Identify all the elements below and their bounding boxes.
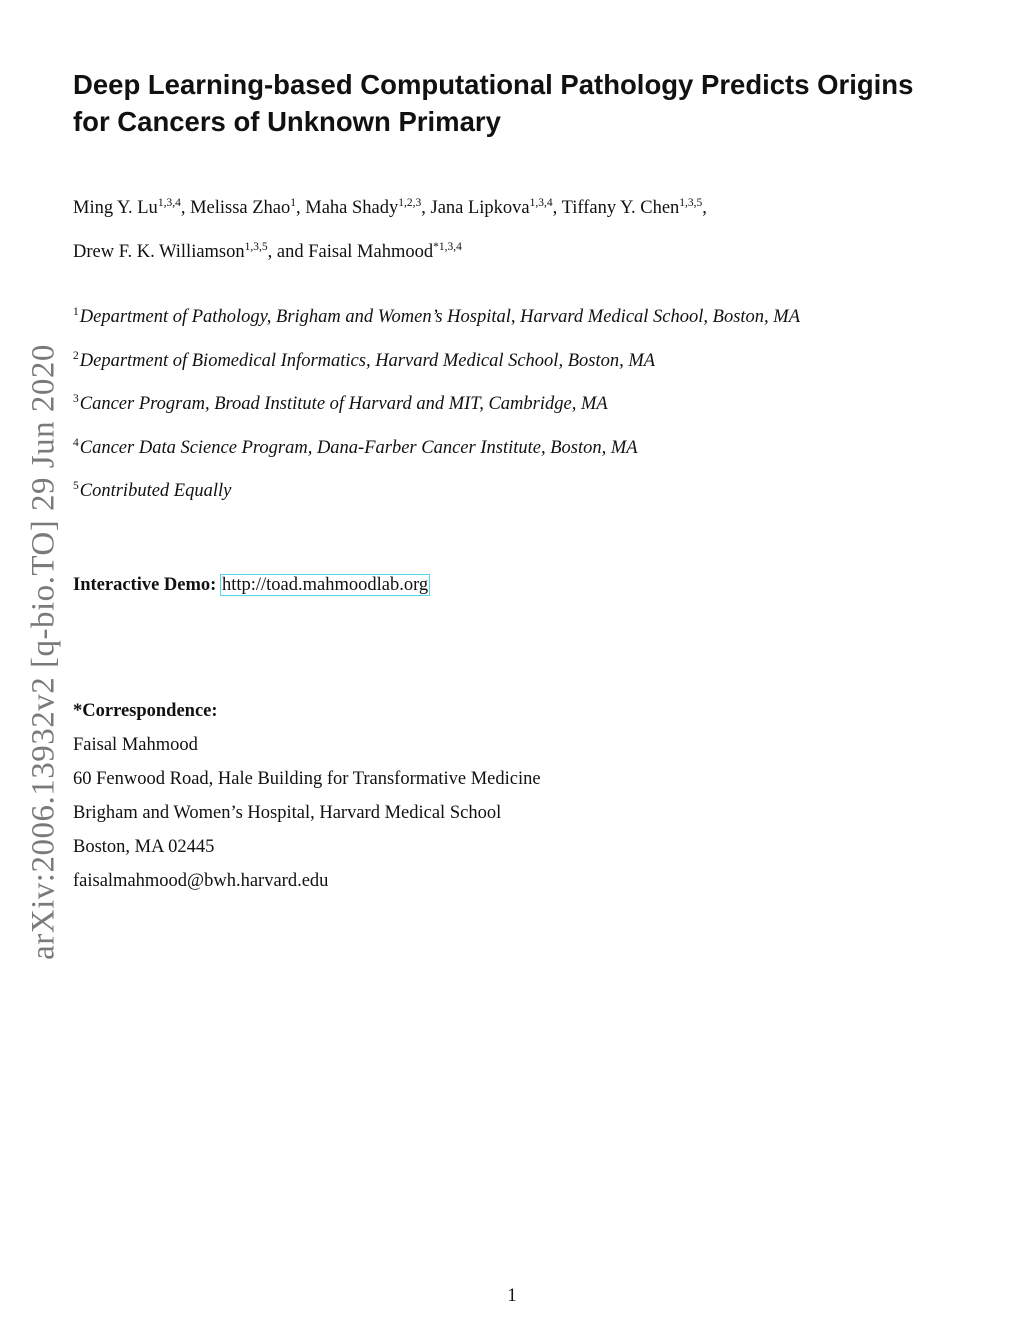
paper-title [73, 66, 973, 140]
interactive-demo-label: Interactive Demo: [73, 575, 217, 595]
paper-title-line-2: for Cancers of Unknown Primary [73, 106, 501, 137]
author-affiliation-marks: 1,3,5 [244, 241, 268, 253]
affiliation-number: 4 [73, 436, 79, 449]
author-name: Faisal Mahmood [308, 242, 434, 262]
correspondence-block [73, 697, 541, 901]
author-affiliation-marks: 1,3,5 [679, 197, 703, 209]
author-line-1 [73, 186, 973, 230]
author-separator: , [702, 198, 707, 218]
author-separator: , [552, 198, 562, 218]
affiliation-text: Contributed Equally [79, 481, 232, 501]
affiliation-number: 5 [73, 480, 79, 492]
affiliation-item [73, 476, 973, 520]
affiliation-number: 2 [73, 349, 79, 362]
correspondence-name: Faisal Mahmood [73, 735, 198, 755]
page-number: 1 [507, 1286, 517, 1306]
affiliation-item [73, 346, 973, 390]
affiliation-item [73, 389, 973, 433]
affiliation-text: Department of Biomedical Informatics, Harvard Medical School, Boston, MA [79, 350, 656, 371]
author-separator: , and [267, 242, 309, 262]
correspondence-address-line: 60 Fenwood Road, Hale Building for Transformative Medicine [73, 769, 541, 789]
affiliation-text: Cancer Program, Broad Institute of Harvard and MIT, Cambridge, MA [79, 394, 608, 414]
interactive-demo-link[interactable]: http://toad.mahmoodlab.org [221, 575, 429, 595]
correspondence-heading: *Correspondence: [73, 701, 218, 721]
arxiv-identifier-stamp: arXiv:2006.13932v2 [q-bio.TO] 29 Jun 2020 [25, 344, 62, 960]
affiliation-item [73, 433, 973, 477]
author-affiliation-marks: 1,3,4 [157, 197, 181, 209]
author-name: Tiffany Y. Chen [561, 198, 680, 218]
author-affiliation-marks: *1,3,4 [433, 241, 462, 253]
correspondence-email: faisalmahmood@bwh.harvard.edu [73, 871, 329, 891]
correspondence-address-line: Brigham and Women’s Hospital, Harvard Medical School [73, 803, 502, 823]
affiliation-number: 3 [73, 393, 79, 405]
interactive-demo [73, 572, 429, 598]
affiliation-text: Cancer Data Science Program, Dana-Farber Cancer Institute, Boston, MA [79, 437, 638, 458]
paper-title-line-1: Deep Learning-based Computational Pathology Predicts Origins [73, 69, 914, 100]
affiliation-text: Department of Pathology, Brigham and Women’s Hospital, Harvard Medical School, Boston, MA [79, 307, 800, 327]
affiliation-list [73, 302, 973, 520]
author-affiliation-marks: 1,3,4 [529, 197, 553, 209]
author-separator: , [180, 198, 191, 218]
author-affiliation-marks: 1 [290, 197, 296, 209]
author-separator: , [296, 198, 306, 218]
author-line-2 [73, 230, 973, 274]
author-name: Drew F. K. Williamson [73, 242, 245, 262]
author-name: Maha Shady [305, 198, 399, 218]
author-name: Jana Lipkova [430, 198, 530, 218]
author-list [73, 186, 973, 274]
author-separator: , [421, 198, 431, 218]
correspondence-address-line: Boston, MA 02445 [73, 837, 215, 857]
author-name: Ming Y. Lu [73, 198, 158, 218]
author-affiliation-marks: 1,2,3 [398, 197, 422, 209]
affiliation-number: 1 [73, 306, 79, 318]
affiliation-item [73, 302, 973, 346]
author-name: Melissa Zhao [190, 198, 291, 218]
